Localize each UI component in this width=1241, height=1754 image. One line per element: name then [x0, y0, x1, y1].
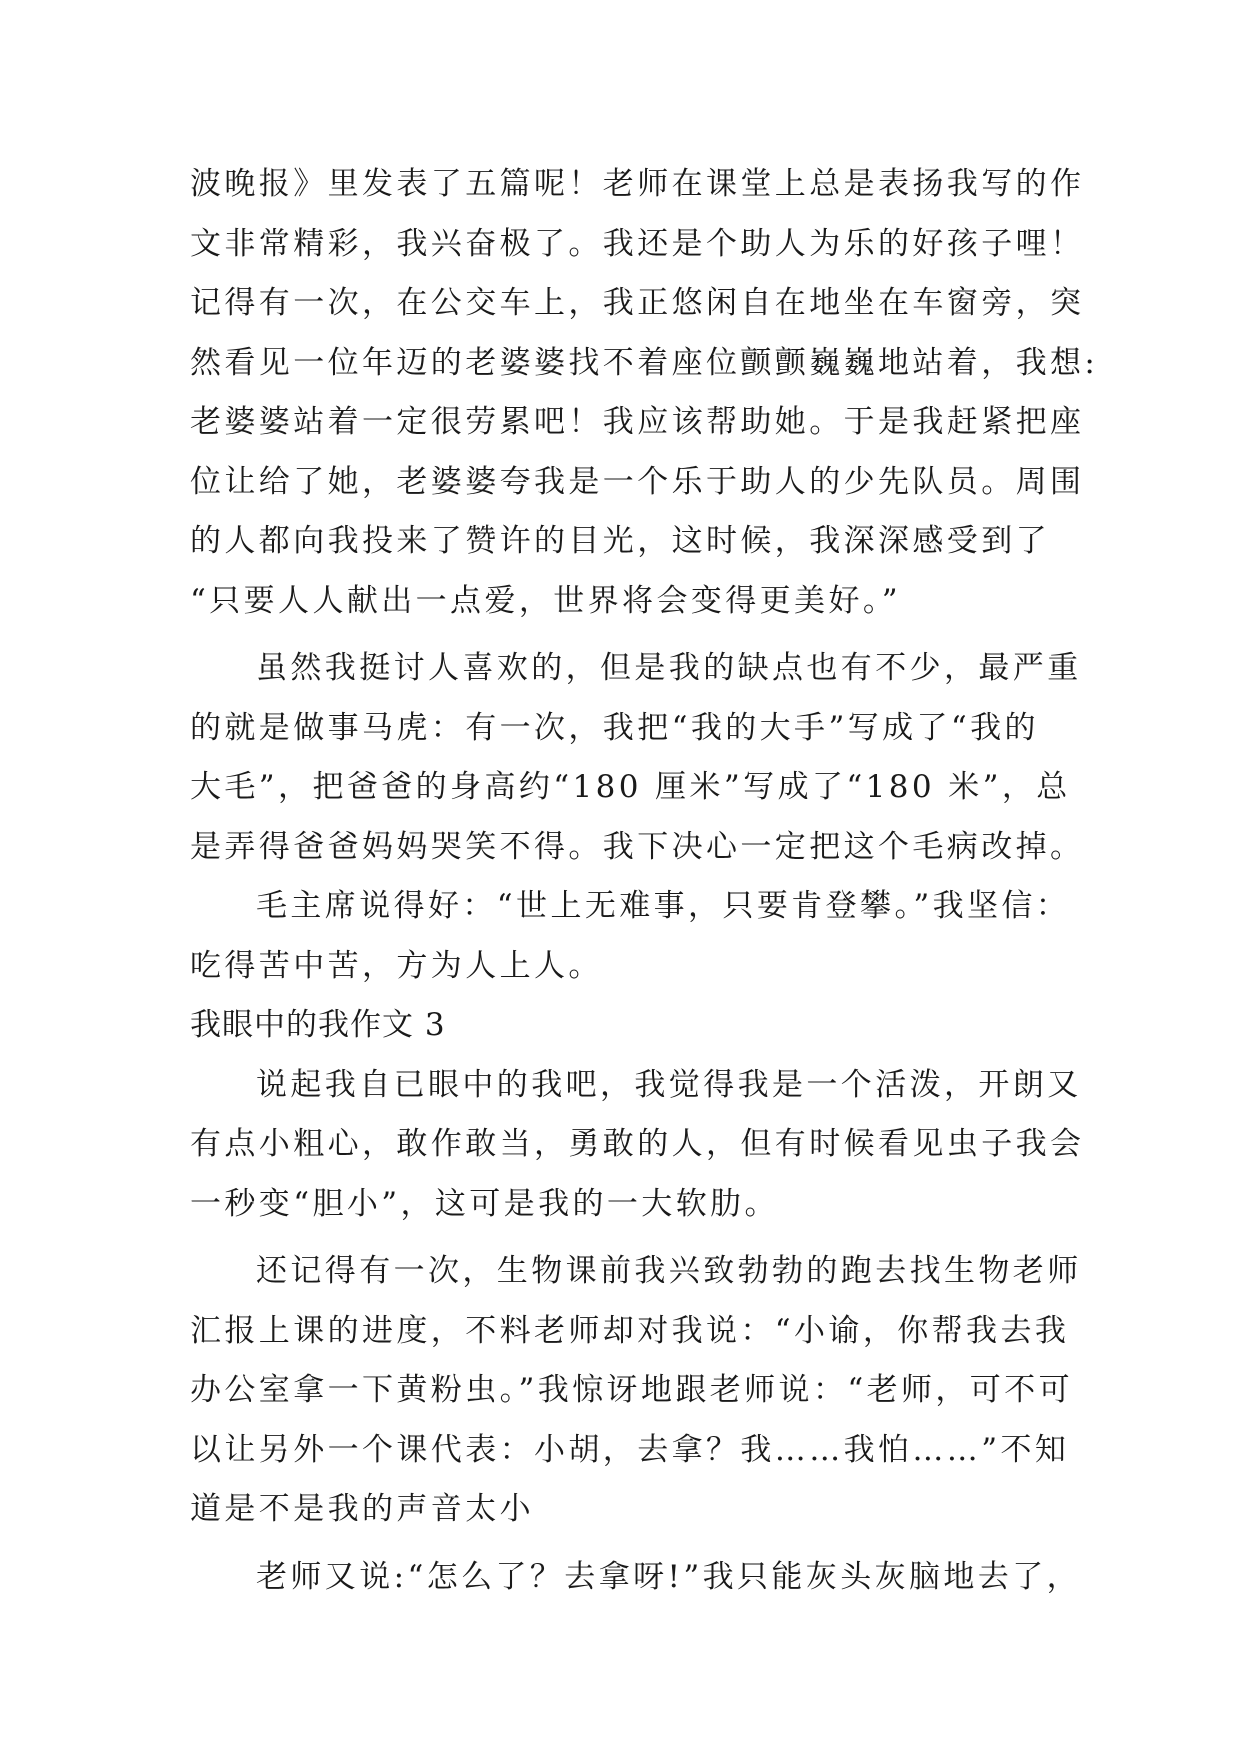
text-line: 有点小粗心，敢作敢当，勇敢的人，但有时候看见虫子我会 [190, 1126, 1085, 1162]
text-line: 位让给了她，老婆婆夸我是一个乐于助人的少先队员。周围 [190, 463, 1085, 500]
text-line: 大毛”，把爸爸的身高约“180 厘米”写成了“180 米”，总 [190, 769, 1071, 805]
paragraph-gap [190, 1234, 1050, 1242]
paragraph-gap [190, 631, 1050, 639]
text-line: 记得有一次，在公交车上，我正悠闲自在地坐在车窗旁，突 [190, 285, 1085, 321]
text-line: 汇报上课的进度，不料老师却对我说：“小谕，你帮我去我 [190, 1312, 1070, 1349]
text-line: 是弄得爸爸妈妈哭笑不得。我下决心一定把这个毛病改掉。 [190, 828, 1085, 865]
heading-text: 我眼中的我作文 3 [190, 1007, 446, 1043]
document-page [190, 155, 1099, 1607]
text-line: 然看见一位年迈的老婆婆找不着座位颤颤巍巍地站着，我想: [190, 344, 1099, 381]
paragraph [190, 1056, 1085, 1235]
text-line: 老师又说:“怎么了？去拿呀!”我只能灰头灰脑地去了， [256, 1558, 1081, 1595]
text-line: 说起我自已眼中的我吧，我觉得我是一个活泼，开朗又 [256, 1066, 1082, 1103]
paragraph [190, 1548, 1081, 1608]
text-line: 以让另外一个课代表：小胡，去拿？我……我怕……”不知 [190, 1431, 1070, 1468]
text-line: 的就是做事马虎：有一次，我把“我的大手”写成了“我的 [190, 709, 1039, 746]
text-line: “只要人人献出一点爱，世界将会变得更美好。” [190, 582, 901, 619]
text-line: 还记得有一次，生物课前我兴致勃勃的跑去找生物老师 [256, 1253, 1082, 1289]
paragraph [190, 1242, 1082, 1540]
text-line: 波晚报》里发表了五篇呢！老师在课堂上总是表扬我写的作 [190, 166, 1085, 202]
text-line: 文非常精彩，我兴奋极了。我还是个助人为乐的好孩子哩！ [190, 225, 1085, 262]
text-line: 一秒变“胆小”，这可是我的一大软肋。 [190, 1185, 779, 1222]
text-line: 的人都向我投来了赞许的目光，这时候，我深深感受到了 [190, 523, 1050, 559]
text-line: 毛主席说得好：“世上无难事，只要肯登攀。”我坚信： [256, 888, 1071, 924]
text-line: 吃得苦中苦，方为人上人。 [190, 947, 603, 984]
section-heading [190, 996, 1050, 1056]
text-line: 虽然我挺讨人喜欢的，但是我的缺点也有不少，最严重 [256, 650, 1082, 686]
paragraph [190, 155, 1099, 631]
text-line: 道是不是我的声音太小 [190, 1491, 534, 1527]
paragraph [190, 877, 1071, 996]
paragraph [190, 639, 1085, 877]
text-line: 办公室拿一下黄粉虫。”我惊讶地跟老师说：“老师，可不可 [190, 1372, 1073, 1408]
text-line: 老婆婆站着一定很劳累吧！我应该帮助她。于是我赶紧把座 [190, 404, 1085, 440]
paragraph-gap [190, 1540, 1050, 1548]
